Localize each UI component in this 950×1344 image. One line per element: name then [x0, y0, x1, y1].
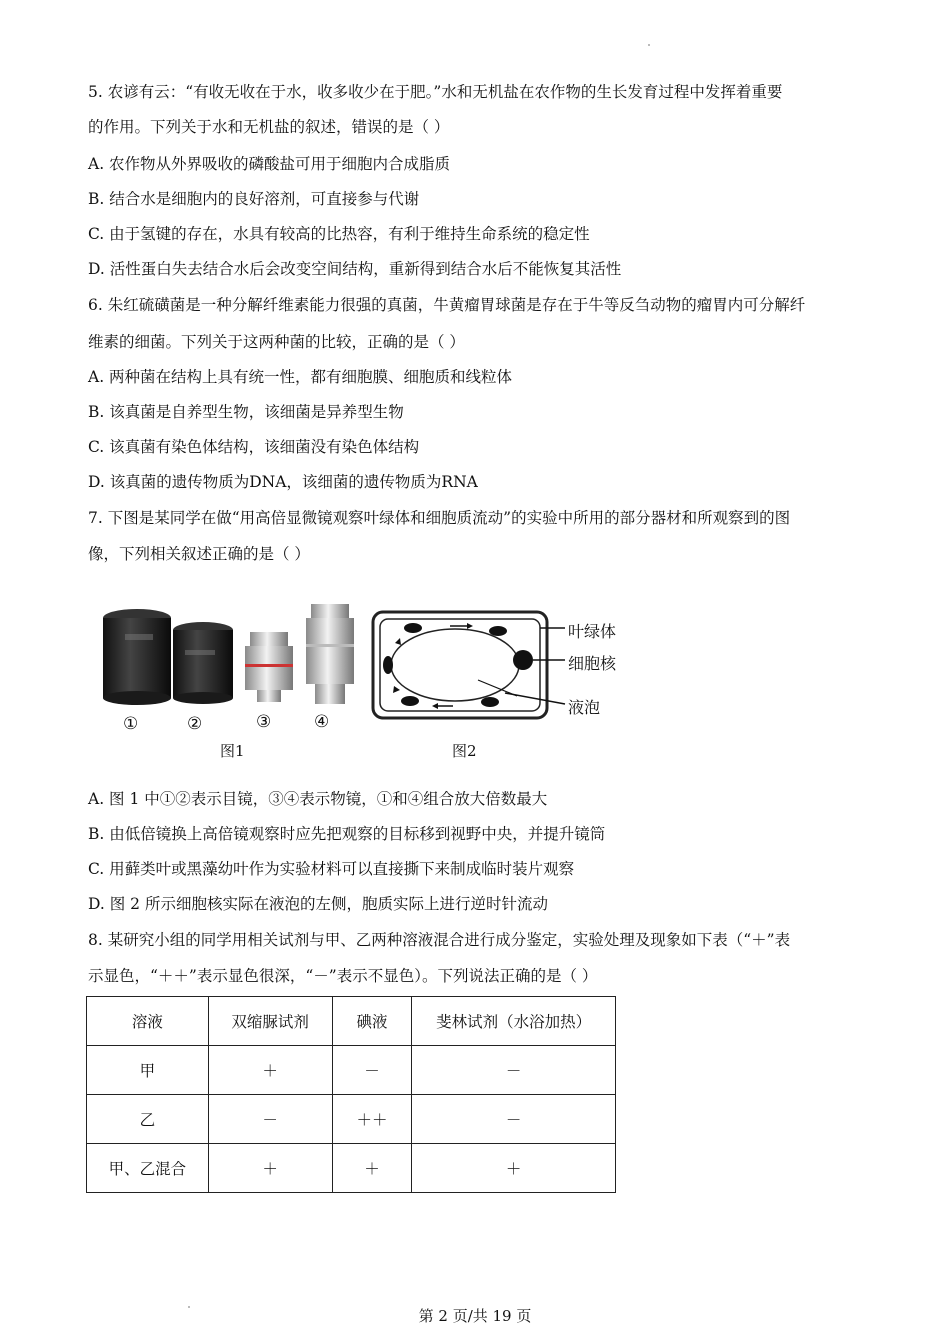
table-cell: ＋ [412, 1144, 616, 1193]
table-cell: － [412, 1095, 616, 1144]
table-cell: ＋＋ [332, 1095, 412, 1144]
table-cell: － [208, 1095, 332, 1144]
label-chloroplast: 叶绿体 [568, 622, 617, 641]
q5-option-c: C. 由于氢键的存在，水具有较高的比热容，有利于维持生命系统的稳定性 [88, 225, 590, 243]
table-header-cell: 双缩脲试剂 [208, 997, 332, 1046]
results-table [86, 996, 616, 1193]
table-row [87, 1144, 616, 1193]
table-cell: ＋ [208, 1144, 332, 1193]
q7-option-c: C. 用藓类叶或黑藻幼叶作为实验材料可以直接撕下来制成临时装片观察 [88, 860, 575, 878]
label-1: ① [123, 714, 139, 734]
label-vacuole: 液泡 [568, 698, 601, 717]
figure-2-caption: 图2 [452, 742, 477, 760]
table-row [87, 1046, 616, 1095]
cell-diagram [373, 612, 565, 718]
q8-stem-line1: 8. 某研究小组的同学用相关试剂与甲、乙两种溶液混合进行成分鉴定，实验处理及现象如下表（“＋”表 [88, 931, 791, 949]
q6-option-c: C. 该真菌有染色体结构，该细菌没有染色体结构 [88, 438, 420, 456]
objective-3 [245, 632, 293, 702]
q6-option-a: A. 两种菌在结构上具有统一性，都有细胞膜、细胞质和线粒体 [88, 368, 513, 386]
q7-stem-line1: 7. 下图是某同学在做“用高倍显微镜观察叶绿体和细胞质流动”的实验中所用的部分器材和所观察到的图 [88, 509, 791, 527]
table-cell: ＋ [332, 1144, 412, 1193]
table-header-cell: 碘液 [332, 997, 412, 1046]
q7-option-a: A. 图 1 中①②表示目镜，③④表示物镜，①和④组合放大倍数最大 [88, 790, 548, 808]
q5-option-a: A. 农作物从外界吸收的磷酸盐可用于细胞内合成脂质 [88, 155, 451, 173]
q8-stem-line2: 示显色，“＋＋”表示显色很深，“－”表示不显色）。下列说法正确的是（ ） [88, 967, 598, 985]
eyepiece-1 [103, 609, 171, 705]
table-cell: 甲、乙混合 [87, 1144, 209, 1193]
scan-speck [648, 44, 650, 46]
label-nucleus: 细胞核 [568, 654, 617, 673]
table-header-cell: 斐林试剂（水浴加热） [412, 997, 616, 1046]
q5-option-b: B. 结合水是细胞内的良好溶剂，可直接参与代谢 [88, 190, 420, 208]
table-header-row [87, 997, 616, 1046]
q6-stem-line1: 6. 朱红硫磺菌是一种分解纤维素能力很强的真菌，牛黄瘤胃球菌是存在于牛等反刍动物的瘤胃内可分解纤 [88, 296, 806, 314]
label-2: ② [187, 714, 203, 734]
q6-option-d: D. 该真菌的遗传物质为DNA，该细菌的遗传物质为RNA [88, 473, 478, 491]
label-4: ④ [314, 712, 330, 732]
scan-speck [188, 1306, 190, 1308]
q6-stem-line2: 维素的细菌。下列关于这两种菌的比较，正确的是（ ） [88, 333, 465, 351]
table-cell: ＋ [208, 1046, 332, 1095]
table-cell: － [412, 1046, 616, 1095]
label-3: ③ [256, 712, 272, 732]
q7-option-b: B. 由低倍镜换上高倍镜观察时应先把观察的目标移到视野中央，并提升镜筒 [88, 825, 606, 843]
q5-stem-line1: 5. 农谚有云：“有收无收在于水，收多收少在于肥。”水和无机盐在农作物的生长发育过程中发挥着重要 [88, 83, 783, 101]
table-cell: 甲 [87, 1046, 209, 1095]
table-cell: － [332, 1046, 412, 1095]
q6-option-b: B. 该真菌是自养型生物，该细菌是异养型生物 [88, 403, 404, 421]
eyepiece-2 [173, 622, 233, 704]
table-header-cell: 溶液 [87, 997, 209, 1046]
figure-1-caption: 图1 [220, 742, 245, 760]
q7-option-d: D. 图 2 所示细胞核实际在液泡的左侧，胞质实际上进行逆时针流动 [88, 895, 548, 913]
page-footer: 第 2 页/共 19 页 [418, 1307, 532, 1325]
microscope-figure [95, 598, 655, 768]
table-row [87, 1095, 616, 1144]
q7-stem-line2: 像，下列相关叙述正确的是（ ） [88, 545, 310, 563]
q5-stem-line2: 的作用。下列关于水和无机盐的叙述，错误的是（ ） [88, 118, 450, 136]
table-cell: 乙 [87, 1095, 209, 1144]
q5-option-d: D. 活性蛋白失去结合水后会改变空间结构，重新得到结合水后不能恢复其活性 [88, 260, 622, 278]
objective-4 [306, 604, 354, 704]
